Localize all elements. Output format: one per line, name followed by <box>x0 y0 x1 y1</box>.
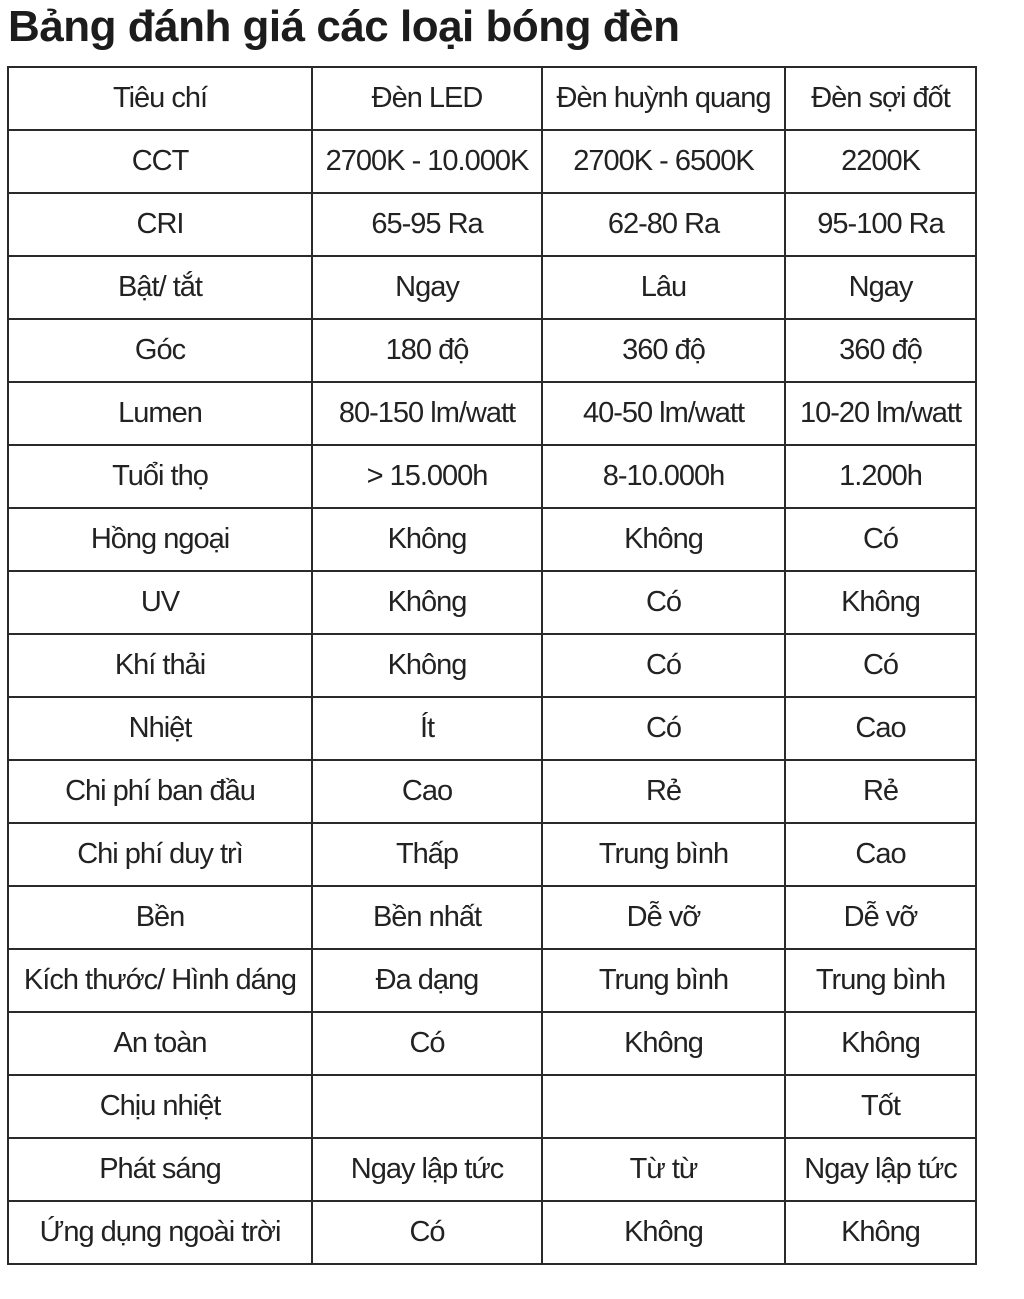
table-header-row <box>8 67 976 130</box>
table-cell: Trung bình <box>785 949 976 1012</box>
row-label: Bền <box>8 886 312 949</box>
header-cell-fluorescent: Đèn huỳnh quang <box>542 67 785 130</box>
header-cell-led: Đèn LED <box>312 67 542 130</box>
table-body <box>8 67 976 1264</box>
table-cell: Dễ vỡ <box>542 886 785 949</box>
table-cell: 65-95 Ra <box>312 193 542 256</box>
table-cell: 95-100 Ra <box>785 193 976 256</box>
table-row <box>8 571 976 634</box>
table-cell: 1.200h <box>785 445 976 508</box>
comparison-table <box>7 66 977 1265</box>
row-label: Nhiệt <box>8 697 312 760</box>
table-cell: Rẻ <box>785 760 976 823</box>
row-label: Tuổi thọ <box>8 445 312 508</box>
table-cell: Cao <box>312 760 542 823</box>
table-cell: Ngay lập tức <box>312 1138 542 1201</box>
table-cell: Rẻ <box>542 760 785 823</box>
table-cell <box>312 1075 542 1138</box>
row-label: CRI <box>8 193 312 256</box>
table-cell: Có <box>542 571 785 634</box>
table-cell: > 15.000h <box>312 445 542 508</box>
table-cell: Có <box>785 508 976 571</box>
row-label: Góc <box>8 319 312 382</box>
table-cell: Có <box>312 1012 542 1075</box>
row-label: Chi phí ban đầu <box>8 760 312 823</box>
table-cell <box>542 1075 785 1138</box>
table-row <box>8 508 976 571</box>
table-cell: Không <box>542 508 785 571</box>
table-cell: Cao <box>785 823 976 886</box>
table-cell: Bền nhất <box>312 886 542 949</box>
table-cell: 2700K - 6500K <box>542 130 785 193</box>
table-cell: Có <box>542 697 785 760</box>
row-label: Khí thải <box>8 634 312 697</box>
header-cell-incandescent: Đèn sợi đốt <box>785 67 976 130</box>
table-cell: Cao <box>785 697 976 760</box>
table-row <box>8 382 976 445</box>
row-label: Lumen <box>8 382 312 445</box>
table-cell: Ít <box>312 697 542 760</box>
table-row <box>8 445 976 508</box>
table-cell: 10-20 lm/watt <box>785 382 976 445</box>
table-cell: Ngay lập tức <box>785 1138 976 1201</box>
table-cell: Ngay <box>785 256 976 319</box>
row-label: An toàn <box>8 1012 312 1075</box>
table-cell: Không <box>312 571 542 634</box>
table-cell: 2700K - 10.000K <box>312 130 542 193</box>
table-row <box>8 1075 976 1138</box>
table-cell: Có <box>312 1201 542 1264</box>
table-cell: 180 độ <box>312 319 542 382</box>
table-cell: Không <box>312 508 542 571</box>
row-label: Hồng ngoại <box>8 508 312 571</box>
table-cell: Tốt <box>785 1075 976 1138</box>
table-row <box>8 949 976 1012</box>
table-row <box>8 319 976 382</box>
table-row <box>8 760 976 823</box>
table-cell: Không <box>542 1201 785 1264</box>
row-label: Phát sáng <box>8 1138 312 1201</box>
table-cell: Lâu <box>542 256 785 319</box>
row-label: Chi phí duy trì <box>8 823 312 886</box>
table-row <box>8 634 976 697</box>
row-label: Kích thước/ Hình dáng <box>8 949 312 1012</box>
table-cell: Có <box>785 634 976 697</box>
table-row <box>8 886 976 949</box>
table-cell: Dễ vỡ <box>785 886 976 949</box>
table-row <box>8 697 976 760</box>
table-cell: 360 độ <box>542 319 785 382</box>
table-row <box>8 1012 976 1075</box>
table-cell: 2200K <box>785 130 976 193</box>
table-cell: Ngay <box>312 256 542 319</box>
row-label: CCT <box>8 130 312 193</box>
table-row <box>8 256 976 319</box>
page-title: Bảng đánh giá các loại bóng đèn <box>8 2 680 51</box>
table-cell: Không <box>785 571 976 634</box>
table-cell: Không <box>542 1012 785 1075</box>
table-row <box>8 823 976 886</box>
table-cell: 80-150 lm/watt <box>312 382 542 445</box>
table-cell: 360 độ <box>785 319 976 382</box>
row-label: UV <box>8 571 312 634</box>
table-cell: Đa dạng <box>312 949 542 1012</box>
table-cell: Không <box>785 1012 976 1075</box>
header-cell-criteria: Tiêu chí <box>8 67 312 130</box>
row-label: Ứng dụng ngoài trời <box>8 1201 312 1264</box>
table-cell: Có <box>542 634 785 697</box>
table-row <box>8 130 976 193</box>
table-row <box>8 193 976 256</box>
table-cell: Từ từ <box>542 1138 785 1201</box>
table-cell: Trung bình <box>542 949 785 1012</box>
table-cell: Trung bình <box>542 823 785 886</box>
table-cell: 40-50 lm/watt <box>542 382 785 445</box>
table-cell: 8-10.000h <box>542 445 785 508</box>
table-row <box>8 1138 976 1201</box>
table-cell: Không <box>312 634 542 697</box>
row-label: Bật/ tắt <box>8 256 312 319</box>
table-row <box>8 1201 976 1264</box>
table-cell: Không <box>785 1201 976 1264</box>
row-label: Chịu nhiệt <box>8 1075 312 1138</box>
table-cell: 62-80 Ra <box>542 193 785 256</box>
table-cell: Thấp <box>312 823 542 886</box>
